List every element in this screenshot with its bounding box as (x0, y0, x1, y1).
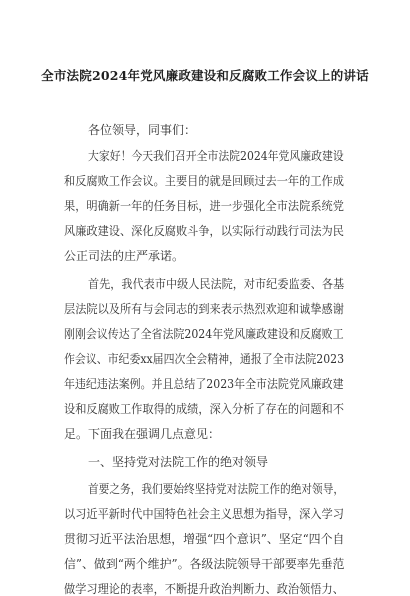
paragraph-line: 首要之务，我们要始终坚持党对法院工作的绝对领导， (88, 482, 345, 496)
paragraph-line: 一、坚持党对法院工作的绝对领导 (88, 455, 269, 469)
paragraph-line: 设和反腐败工作取得的成绩，深入分析了存在的问题和不 (64, 402, 344, 416)
paragraph-line: 刚刚会议传达了全省法院2024年党风廉政建设和反腐败工 (64, 327, 344, 341)
paragraph-line: 作会议、市纪委xx届四次全会精神，通报了全市法院2023 (64, 352, 345, 366)
paragraph-line: 风廉政建设、深化反腐败斗争，以实际行动践行司法为民 (64, 224, 344, 238)
paragraph-line: 以习近平新时代中国特色社会主义思想为指导，深入学习 (64, 507, 344, 521)
document-title: 全市法院2024年党风廉政建设和反腐败工作会议上的讲话 (41, 68, 369, 83)
paragraph-line: 信”、做到“两个维护”。各级法院领导干部要率先垂范 (64, 557, 345, 571)
paragraph-line: 和反腐败工作会议。主要目的就是回顾过去一年的工作成 (64, 174, 344, 188)
paragraph-line: 足。下面我在强调几点意见： (64, 427, 221, 441)
paragraph-line: 公正司法的庄严承诺。 (64, 249, 185, 263)
paragraph-line: 做学习理论的表率，不断提升政治判断力、政治领悟力、 (64, 582, 344, 596)
paragraph-line: 贯彻习近平法治思想，增强“四个意识”、坚定“四个自 (64, 532, 345, 546)
paragraph-line: 层法院以及所有与会同志的到来表示热烈欢迎和诚挚感谢 (64, 302, 344, 316)
paragraph-line: 果，明确新一年的任务目标，进一步强化全市法院系统党 (64, 199, 344, 213)
paragraph-line: 大家好！今天我们召开全市法院2024年党风廉政建设 (88, 149, 344, 163)
paragraph-line: 首先，我代表市中级人民法院，对市纪委监委、各基 (88, 277, 345, 291)
paragraph-line: 各位领导，同事们： (88, 123, 197, 137)
paragraph-line: 年违纪违法案例。并且总结了2023年全市法院党风廉政建 (64, 377, 344, 391)
